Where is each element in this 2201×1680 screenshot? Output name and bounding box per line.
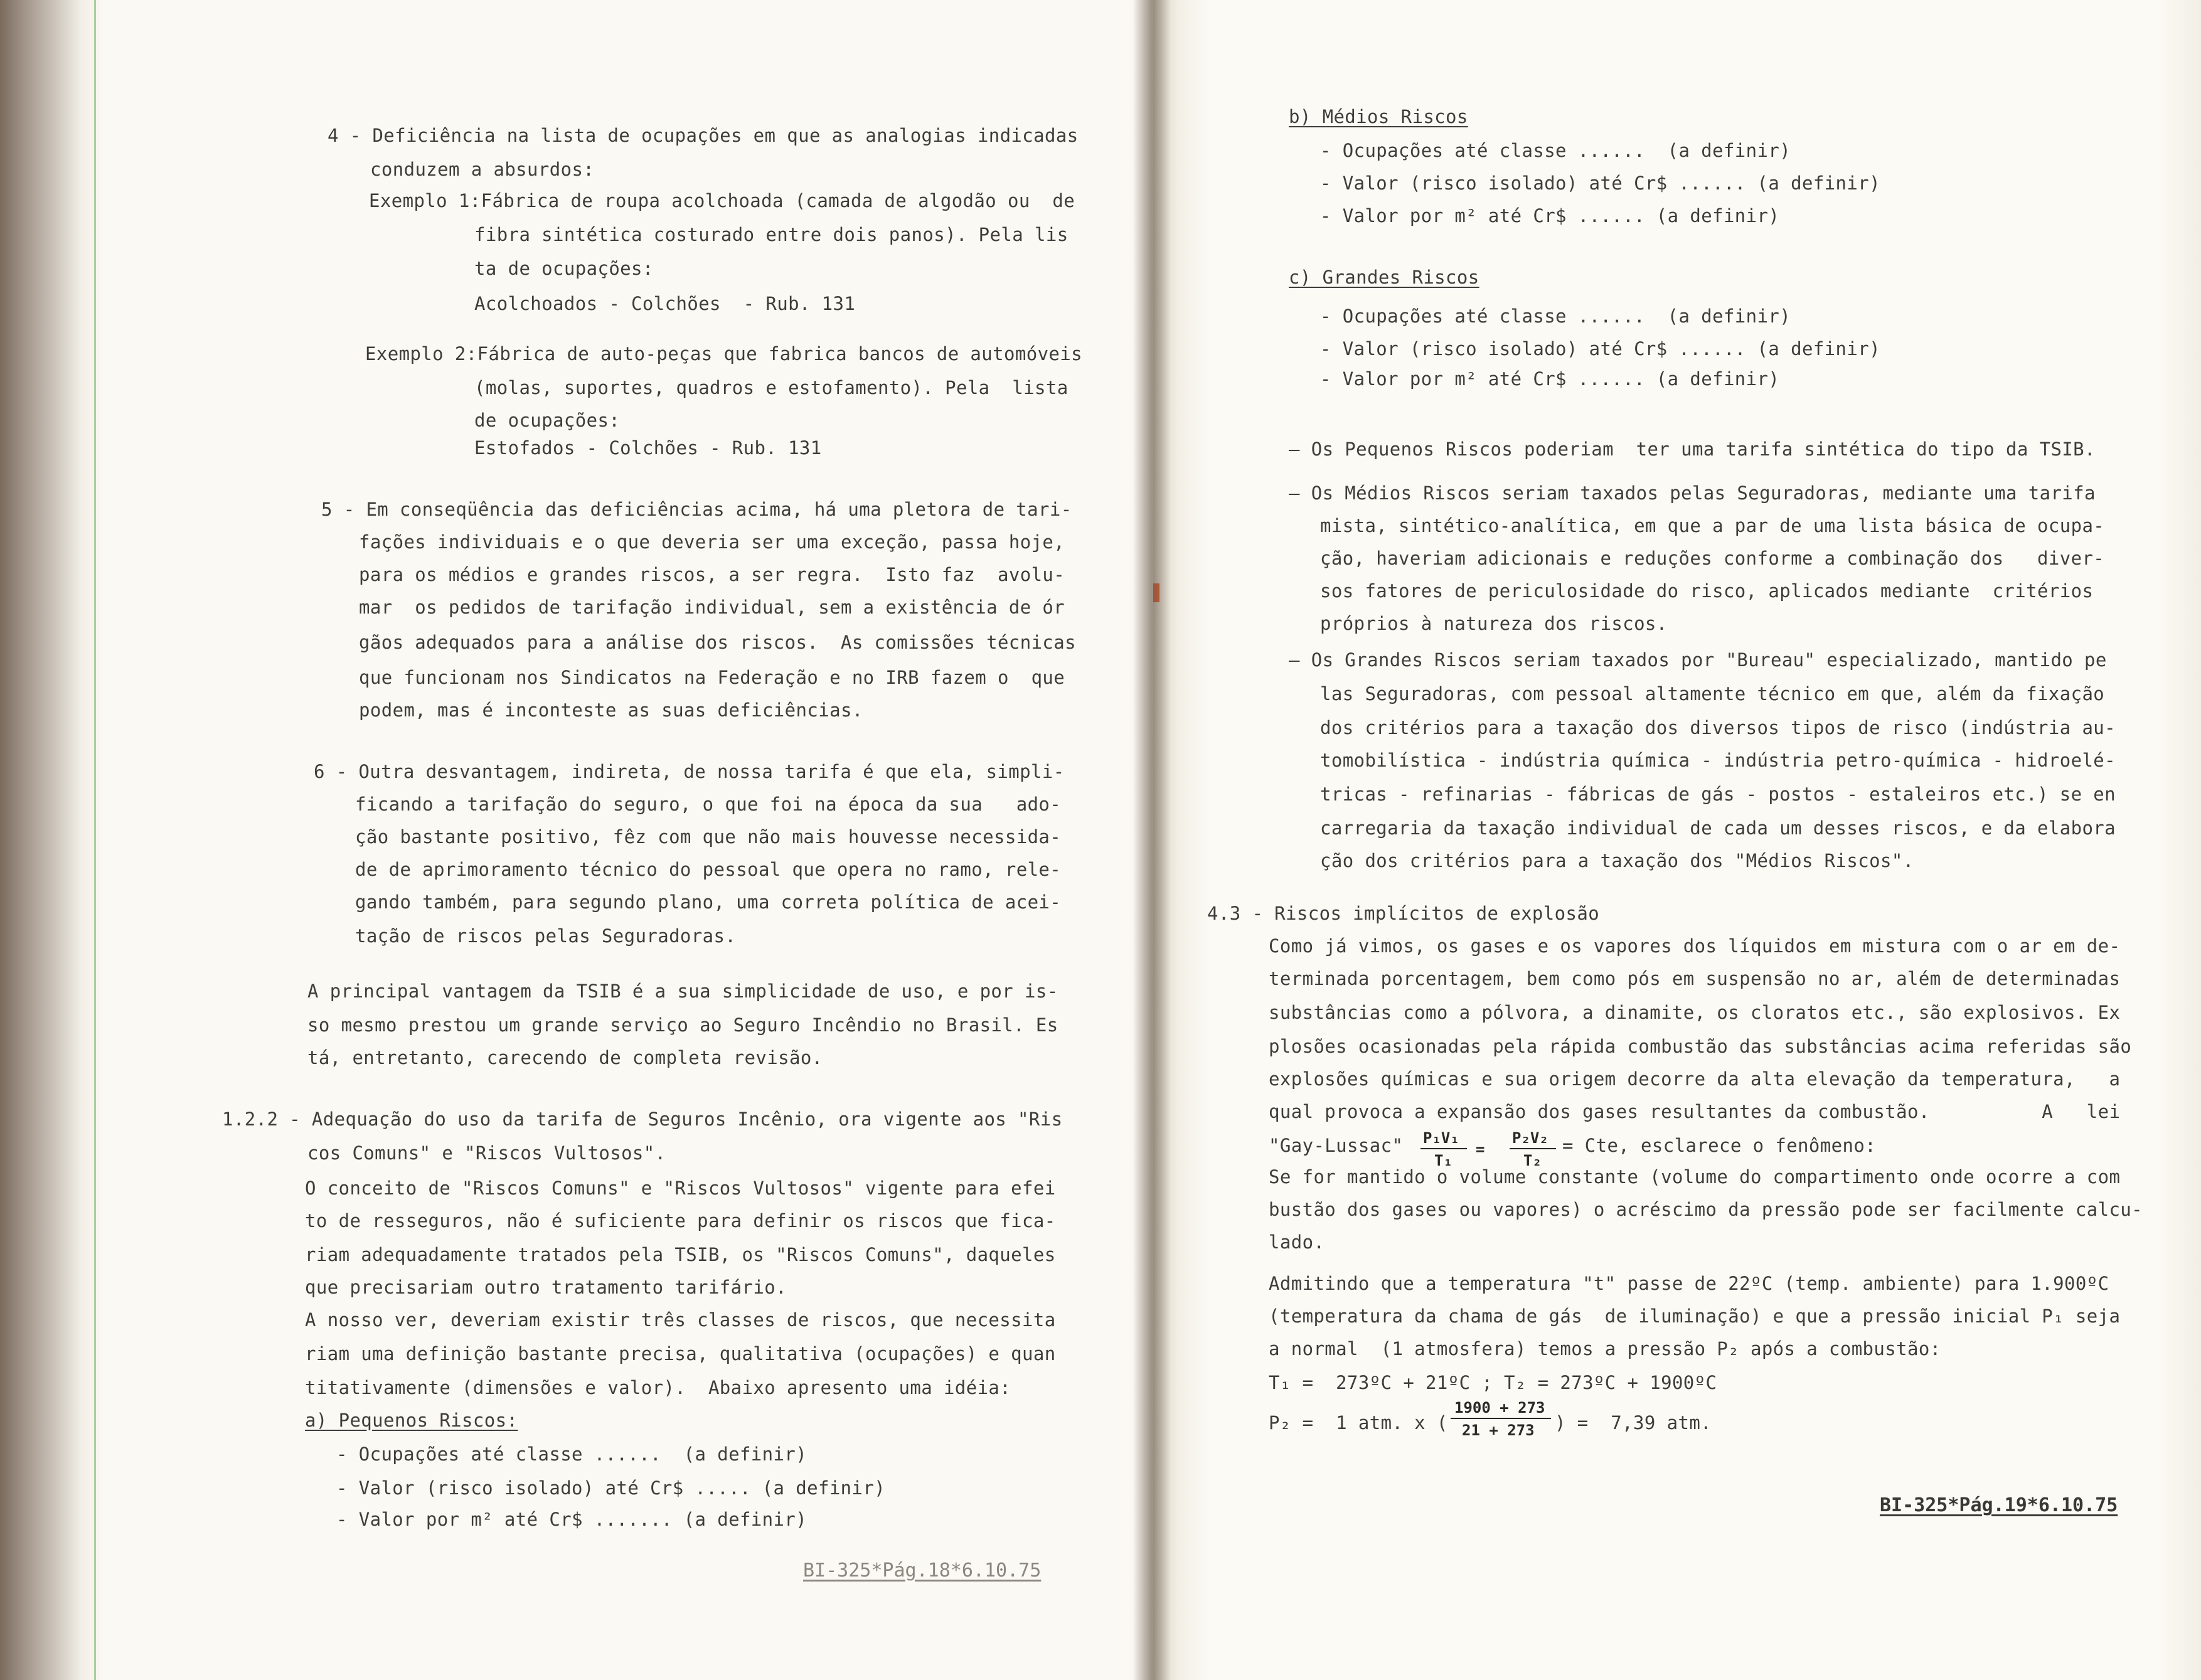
page-footer-right: BI-325*Pág.19*6.10.75 (1880, 1494, 2118, 1516)
text-line: - Ocupações até classe ...... (a definir) (336, 1443, 807, 1465)
text-line: - Valor por m² até Cr$ ...... (a definir) (1320, 368, 1780, 390)
subheading-grandes-riscos: c) Grandes Riscos (1289, 267, 1479, 288)
text-line: sos fatores de periculosidade do risco, aplicados mediante critérios (1320, 580, 2094, 602)
text-line: — Os Grandes Riscos seriam taxados por "Bureau" especializado, mantido pe (1289, 649, 2107, 671)
text-line: ta de ocupações: (474, 258, 654, 279)
text-line: qual provoca a expansão dos gases resultantes da combustão. A lei (1269, 1101, 2121, 1122)
calc-numerator: 1900 + 273 (1454, 1399, 1545, 1417)
text-line: tá, entretanto, carecendo de completa revisão. (307, 1047, 823, 1068)
text-line: — Os Pequenos Riscos poderiam ter uma tarifa sintética do tipo da TSIB. (1289, 439, 2096, 460)
text-line: ção, haveriam adicionais e reduções conforme a combinação dos diver- (1320, 548, 2105, 569)
text-line: tricas - refinarias - fábricas de gás - postos - estaleiros etc.) se en (1320, 784, 2116, 805)
text-line: ção dos critérios para a taxação dos "Médios Riscos". (1320, 850, 1914, 871)
text-line: P₂ = 1 atm. x ( (1269, 1412, 1448, 1433)
page-edge-stripe (94, 0, 96, 1680)
text-line: - Ocupações até classe ...... (a definir) (1320, 306, 1791, 327)
text-line: - Valor (risco isolado) até Cr$ ..... (a definir) (336, 1477, 886, 1499)
text-line: explosões químicas e sua origem decorre da alta elevação da temperatura, a (1269, 1068, 2121, 1090)
text-line: O conceito de "Riscos Comuns" e "Riscos Vultosos" vigente para efei (305, 1178, 1056, 1199)
section-heading: 1.2.2 - Adequação do uso da tarifa de Seguros Incênio, ora vigente aos "Ris (222, 1108, 1063, 1130)
text-line: - Valor (risco isolado) até Cr$ ...... (a definir) (1320, 173, 1880, 194)
text-line: Estofados - Colchões - Rub. 131 (474, 437, 822, 459)
text-line: Exemplo 1:Fábrica de roupa acolchoada (camada de algodão ou de (369, 190, 1075, 211)
text-line: to de resseguros, não é suficiente para definir os riscos que fica- (305, 1210, 1056, 1231)
formula-bar-2 (1510, 1148, 1556, 1149)
text-line: Exemplo 2:Fábrica de auto-peças que fabrica bancos de automóveis (365, 343, 1083, 364)
text-line: (temperatura da chama de gás de iluminação) e que a pressão inicial P₁ seja (1269, 1305, 2121, 1327)
text-line: gando também, para segundo plano, uma correta política de acei- (355, 891, 1062, 913)
subheading-pequenos-riscos: a) Pequenos Riscos: (305, 1410, 518, 1431)
text-line: mista, sintético-analítica, em que a par de uma lista básica de ocupa- (1320, 515, 2105, 536)
text-line: conduzem a absurdos: (370, 159, 595, 180)
text-line: - Valor por m² até Cr$ ....... (a definir) (336, 1509, 807, 1530)
text-line: T₁ = 273ºC + 21ºC ; T₂ = 273ºC + 1900ºC (1269, 1372, 1717, 1393)
text-line: - Valor (risco isolado) até Cr$ ...... (a definir) (1320, 338, 1880, 359)
text-line: 6 - Outra desvantagem, indireta, de nossa tarifa é que ela, simpli- (314, 761, 1065, 782)
text-line: dos critérios para a taxação dos diversos tipos de risco (indústria au- (1320, 717, 2116, 738)
text-line: - Ocupações até classe ...... (a definir) (1320, 140, 1791, 161)
text-line: terminada porcentagem, bem como pós em suspensão no ar, além de determinadas (1269, 968, 2121, 989)
text-line: cos Comuns" e "Riscos Vultosos". (307, 1142, 666, 1164)
text-line: A principal vantagem da TSIB é a sua simplicidade de uso, e por is- (307, 981, 1058, 1002)
text-line: tomobilística - indústria química - indústria petro-química - hidroelé- (1320, 750, 2116, 771)
text-line: Se for mantido o volume constante (volume do compartimento onde ocorre a com (1269, 1166, 2121, 1188)
text-line: que funcionam nos Sindicatos na Federação e no IRB fazem o que (359, 667, 1065, 688)
text-line: bustão dos gases ou vapores) o acréscimo da pressão pode ser facilmente calcu- (1269, 1199, 2143, 1220)
text-line: lado. (1269, 1231, 1325, 1253)
formula-equals: = (1476, 1140, 1485, 1158)
text-line: que precisariam outro tratamento tarifário. (305, 1277, 787, 1298)
text-line: (molas, suportes, quadros e estofamento). Pela lista (474, 377, 1069, 398)
calc-result: ) = 7,39 atm. (1555, 1412, 1712, 1433)
text-line: A nosso ver, deveriam existir três classes de riscos, que necessita (305, 1309, 1056, 1331)
text-line: próprios à natureza dos riscos. (1320, 613, 1668, 634)
text-line: = Cte, esclarece o fenômeno: (1562, 1135, 1877, 1156)
text-line: Acolchoados - Colchões - Rub. 131 (474, 293, 856, 314)
text-line: mar os pedidos de tarifação individual, sem a existência de ór (359, 597, 1065, 618)
text-line: ção bastante positivo, fêz com que não mais houvesse necessida- (355, 826, 1062, 848)
text-line: "Gay-Lussac" (1269, 1135, 1404, 1156)
text-line: so mesmo prestou um grande serviço ao Seguro Incêndio no Brasil. Es (307, 1014, 1058, 1036)
book-gutter (1133, 0, 1171, 1680)
text-line: riam adequadamente tratados pela TSIB, os "Riscos Comuns", daqueles (305, 1244, 1056, 1265)
text-line: titativamente (dimensões e valor). Abaixo apresento uma idéia: (305, 1377, 1011, 1398)
text-line: para os médios e grandes riscos, a ser regra. Isto faz avolu- (359, 564, 1065, 585)
text-line: Admitindo que a temperatura "t" passe de 22ºC (temp. ambiente) para 1.900ºC (1269, 1273, 2109, 1294)
text-line: riam uma definição bastante precisa, qualitativa (ocupações) e quan (305, 1343, 1056, 1364)
text-line: 5 - Em conseqüência das deficiências acima, há uma pletora de tari- (321, 499, 1072, 520)
formula-numerator-2: P₂V₂ (1512, 1129, 1548, 1147)
calc-denominator: 21 + 273 (1462, 1422, 1535, 1439)
text-line: las Seguradoras, com pessoal altamente técnico em que, além da fixação (1320, 683, 2105, 704)
text-line: ficando a tarifação do seguro, o que foi na época da sua ado- (355, 794, 1062, 815)
text-line: tação de riscos pelas Seguradoras. (355, 925, 737, 947)
text-line: - Valor por m² até Cr$ ...... (a definir) (1320, 205, 1780, 226)
formula-bar-1 (1420, 1148, 1467, 1149)
text-line: a normal (1 atmosfera) temos a pressão P₂ após a combustão: (1269, 1338, 1941, 1359)
subheading-medios-riscos: b) Médios Riscos (1289, 106, 1468, 127)
text-line: podem, mas é inconteste as suas deficiências. (359, 699, 863, 721)
calc-bar (1451, 1418, 1551, 1419)
text-line: plosões ocasionadas pela rápida combustão das substâncias acima referidas são (1269, 1036, 2132, 1057)
text-line: Como já vimos, os gases e os vapores dos líquidos em mistura com o ar em de- (1269, 935, 2121, 957)
text-line: fibra sintética costurado entre dois panos). Pela lis (474, 224, 1069, 245)
page-footer-left: BI-325*Pág.18*6.10.75 (803, 1560, 1042, 1582)
text-line: — Os Médios Riscos seriam taxados pelas Seguradoras, mediante uma tarifa (1289, 482, 2096, 504)
text-line: gãos adequados para a análise dos riscos. As comissões técnicas (359, 632, 1077, 653)
text-line: fações individuais e o que deveria ser uma exceção, passa hoje, (359, 531, 1065, 553)
text-line: substâncias como a pólvora, a dinamite, os cloratos etc., são explosivos. Ex (1269, 1002, 2121, 1023)
text-line: 4 - Deficiência na lista de ocupações em que as analogias indicadas (328, 125, 1079, 146)
text-line: de ocupações: (474, 410, 621, 431)
formula-numerator-1: P₁V₁ (1423, 1129, 1459, 1147)
formula-denominator-2: T₂ (1523, 1152, 1542, 1169)
section-heading: 4.3 - Riscos implícitos de explosão (1207, 903, 1600, 924)
text-line: carregaria da taxação individual de cada um desses riscos, e da elabora (1320, 817, 2116, 839)
formula-denominator-1: T₁ (1434, 1152, 1452, 1169)
text-line: de de aprimoramento técnico do pessoal que opera no ramo, rele- (355, 859, 1062, 880)
